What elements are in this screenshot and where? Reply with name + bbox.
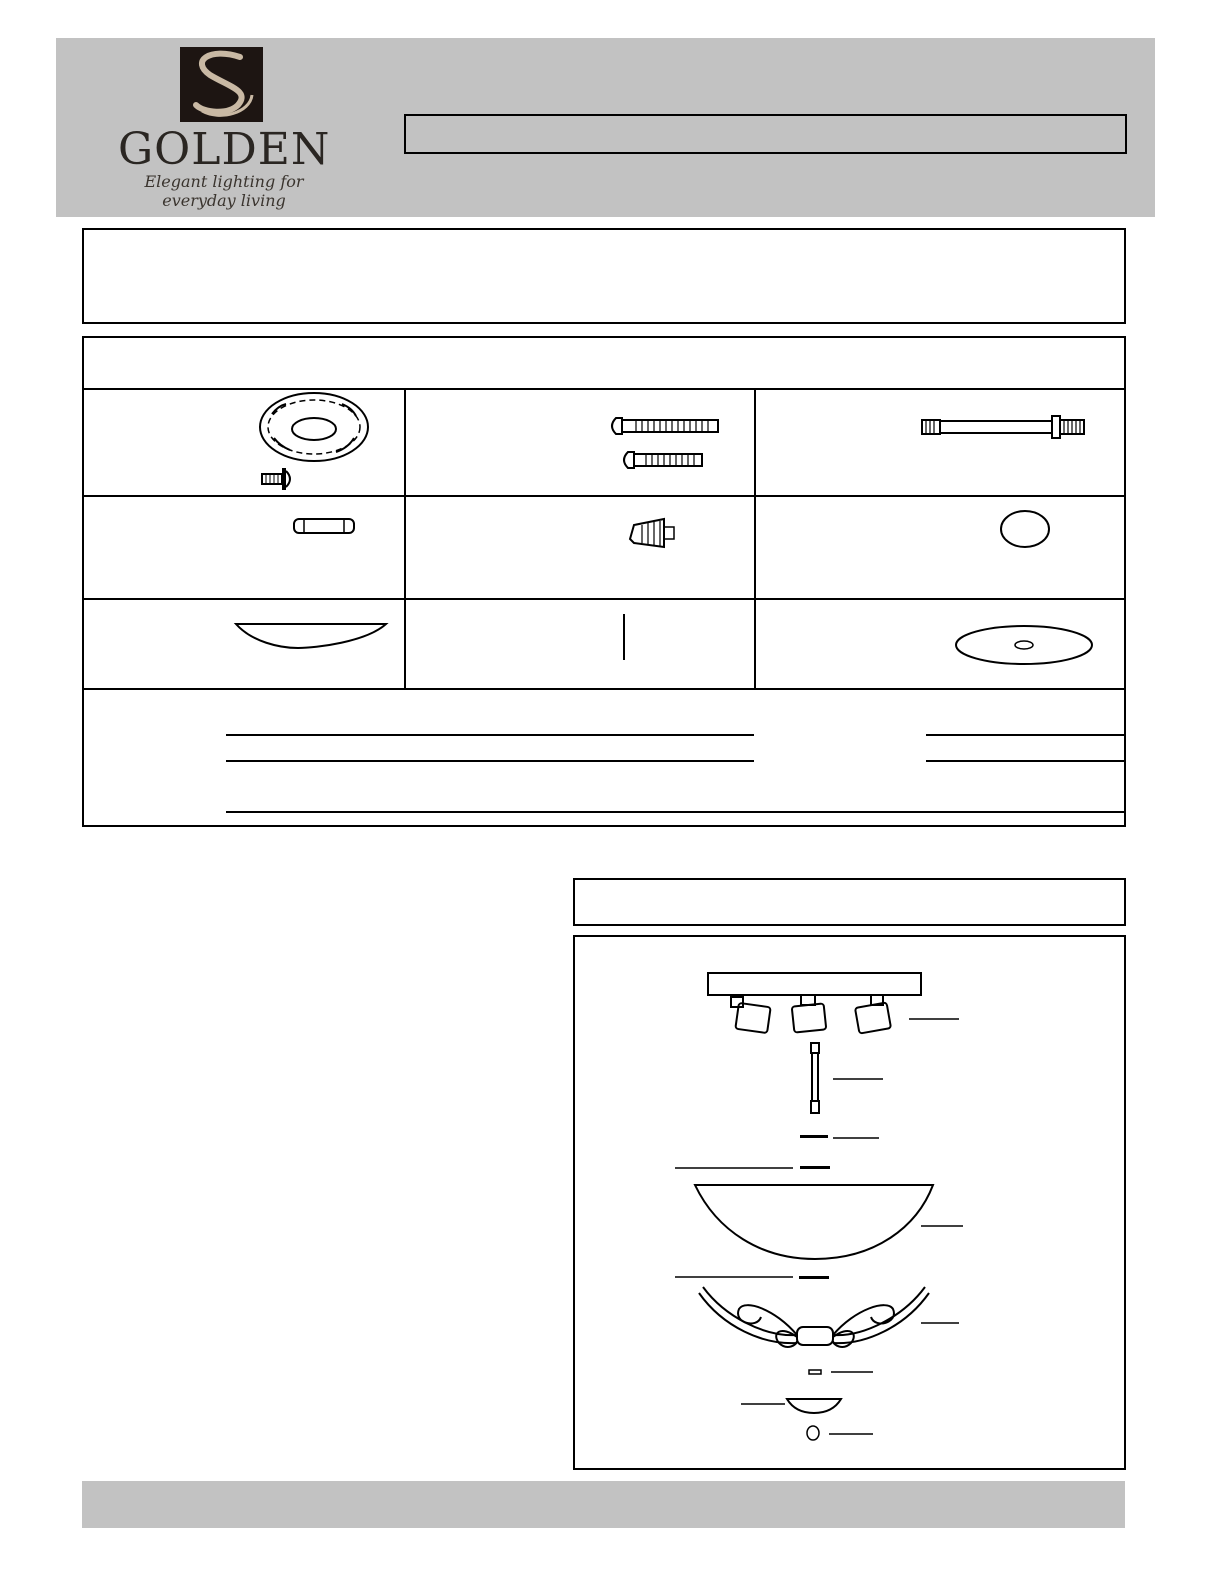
brand-tagline: Elegant lighting for everyday living <box>144 172 304 210</box>
scroll-frame-part <box>699 1287 929 1347</box>
part-mounting-screws <box>406 390 754 495</box>
header-band <box>56 38 1155 217</box>
exploded-assembly-diagram <box>573 935 1126 1470</box>
threaded-rod-icon <box>406 600 754 688</box>
coupling-part <box>809 1370 821 1374</box>
part-finial-ball <box>756 497 1124 598</box>
brand-name: GOLDEN <box>118 124 331 175</box>
mounting-plate-icon <box>84 390 404 495</box>
part-threaded-nipple <box>756 390 1124 495</box>
threaded-nipple-icon <box>756 390 1124 495</box>
fill-in-line[interactable] <box>226 760 754 762</box>
instructions-text <box>82 878 552 1458</box>
cap-part <box>787 1399 841 1413</box>
fill-in-line[interactable] <box>926 760 1124 762</box>
assembly-drawing <box>575 937 1124 1468</box>
notice-box <box>82 228 1126 324</box>
gasket-part <box>799 1276 829 1279</box>
glass-bowl-icon <box>84 600 404 688</box>
socket-cups <box>731 995 891 1034</box>
footer-band <box>82 1481 1125 1528</box>
part-threaded-rod <box>406 600 754 688</box>
part-coupling <box>84 497 404 598</box>
golden-logo-icon <box>180 47 263 122</box>
wire-connector-icon <box>406 497 754 598</box>
long-screw-icon <box>406 390 754 495</box>
fill-in-line[interactable] <box>226 734 754 736</box>
document-title-box <box>404 114 1127 154</box>
washer-part <box>800 1166 830 1169</box>
part-glass-disc <box>756 600 1124 688</box>
diagram-title-box <box>573 878 1126 926</box>
coupling-icon <box>84 497 404 598</box>
finial-part <box>807 1426 819 1440</box>
parts-row-divider <box>84 688 1124 690</box>
canopy-plate <box>708 973 921 995</box>
bowl-part <box>695 1185 933 1259</box>
fill-in-line[interactable] <box>226 811 1124 813</box>
nipple-part <box>811 1043 819 1113</box>
mounting-screw-icon <box>260 468 300 498</box>
parts-list-table <box>82 336 1126 827</box>
part-glass-bowl <box>84 600 404 688</box>
part-wire-connector <box>406 497 754 598</box>
part-mounting-plate <box>84 390 404 495</box>
fill-in-line[interactable] <box>926 734 1124 736</box>
finial-ball-icon <box>756 497 1124 598</box>
glass-disc-icon <box>756 600 1124 688</box>
lock-nut-part <box>800 1135 828 1138</box>
parts-list-title <box>94 350 1094 374</box>
